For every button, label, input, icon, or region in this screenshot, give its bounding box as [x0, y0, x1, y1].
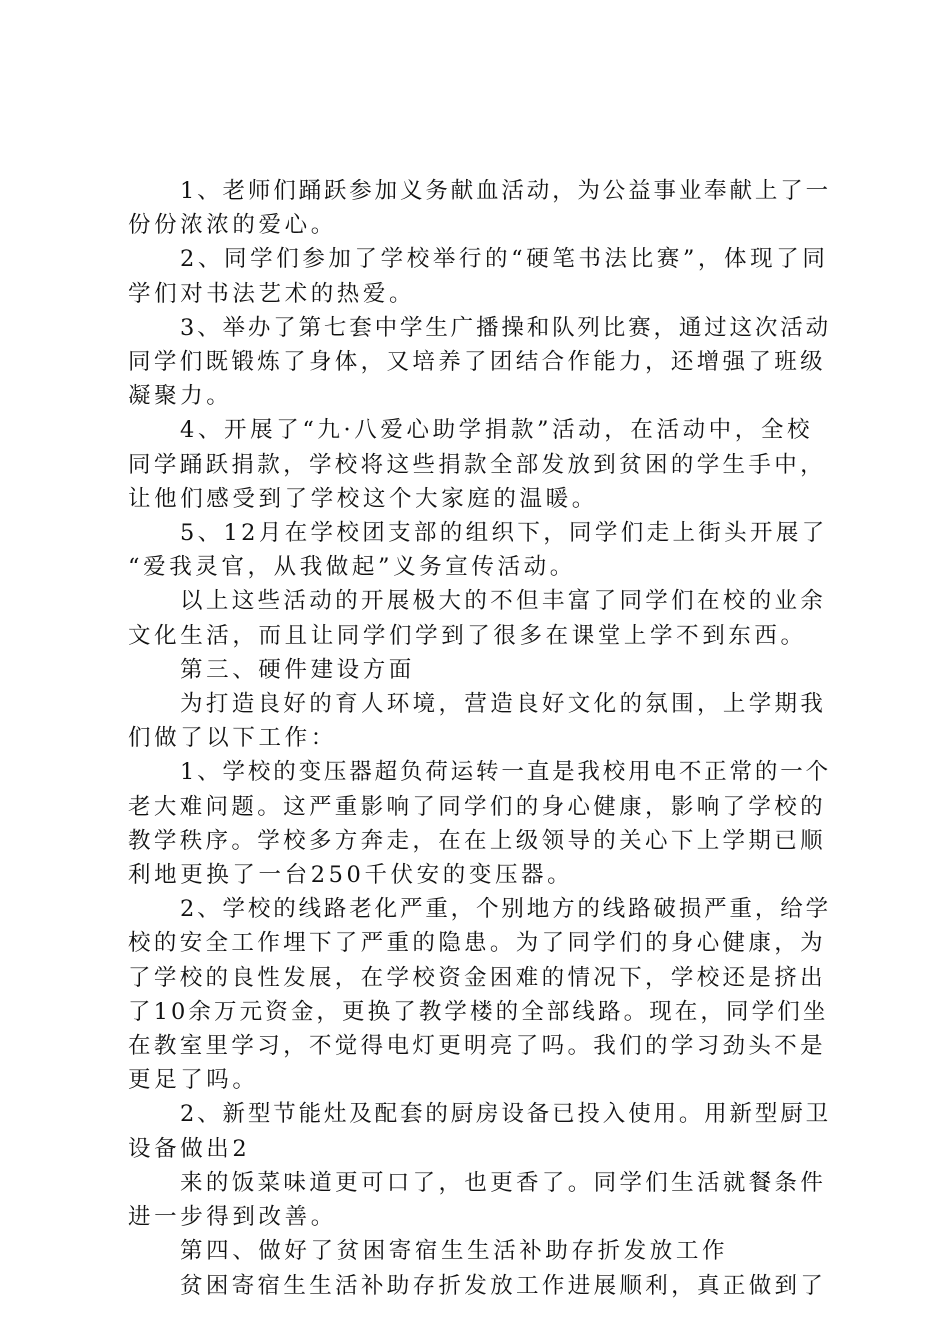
paragraph-activity-4	[128, 413, 832, 516]
paragraph-line: 1、老师们踊跃参加义务献血活动，为公益事业奉献上了一	[180, 178, 831, 204]
paragraph-line: 让他们感受到了学校这个大家庭的温暖。	[128, 485, 598, 512]
paragraph-line: 们做了以下工作：	[128, 725, 337, 752]
paragraph-hardware-3-cont	[128, 1166, 832, 1234]
paragraph-line: 为打造良好的育人环境，营造良好文化的氛围，上学期我	[180, 691, 827, 718]
paragraph-section-4-body	[128, 1269, 832, 1303]
paragraph-line: 进一步得到改善。	[128, 1204, 337, 1231]
paragraph-hardware-2	[128, 892, 832, 1097]
paragraph-line: 贫困寄宿生生活补助存折发放工作进展顺利，真正做到了	[180, 1272, 827, 1299]
paragraph-line: “爱我灵官，从我做起”义务宣传活动。	[128, 554, 576, 581]
paragraph-line: 同学们既锻炼了身体，又培养了团结合作能力，还增强了班级	[128, 349, 826, 376]
paragraph-activity-5	[128, 516, 832, 584]
paragraph-activity-2	[128, 242, 832, 310]
paragraph-activity-3	[128, 311, 832, 414]
document-body	[128, 174, 832, 1303]
paragraph-line: 校的安全工作埋下了严重的隐患。为了同学们的身心健康，为	[128, 930, 826, 957]
paragraph-section-3-heading	[128, 653, 832, 687]
paragraph-line: 2、学校的线路老化严重，个别地方的线路破损严重，给学	[180, 896, 831, 923]
paragraph-line: 份份浓浓的爱心。	[128, 212, 337, 239]
paragraph-activity-1	[128, 174, 832, 242]
paragraph-line: 学们对书法艺术的热爱。	[128, 280, 416, 307]
paragraph-line: 第三、硬件建设方面	[180, 656, 415, 683]
paragraph-line: 了10余万元资金，更换了教学楼的全部线路。现在，同学们坐	[128, 998, 829, 1025]
paragraph-line: 2、同学们参加了学校举行的“硬笔书法比赛”，体现了同	[180, 246, 829, 273]
paragraph-line: 更足了吗。	[128, 1067, 259, 1094]
paragraph-line: 同学踊跃捐款，学校将这些捐款全部发放到贫困的学生手中，	[128, 451, 826, 478]
paragraph-line: 第四、做好了贫困寄宿生生活补助存折发放工作	[180, 1238, 729, 1265]
paragraph-line: 文化生活，而且让同学们学到了很多在课堂上学不到东西。	[128, 622, 807, 649]
paragraph-hardware-1	[128, 755, 832, 892]
paragraph-line: 2、新型节能灶及配套的厨房设备已投入使用。用新型厨卫	[180, 1101, 831, 1128]
paragraph-section-3-intro	[128, 687, 832, 755]
paragraph-hardware-3	[128, 1097, 832, 1165]
paragraph-line: 3、举办了第七套中学生广播操和队列比赛，通过这次活动	[180, 314, 831, 341]
paragraph-line: 来的饭菜味道更可口了，也更香了。同学们生活就餐条件	[180, 1169, 827, 1196]
paragraph-line: 利地更换了一台250千伏安的变压器。	[128, 862, 574, 889]
paragraph-line: 以上这些活动的开展极大的不但丰富了同学们在校的业余	[180, 588, 827, 615]
paragraph-line: 老大难问题。这严重影响了同学们的身心健康，影响了学校的	[128, 793, 826, 820]
paragraph-line: 设备做出2	[128, 1135, 251, 1162]
paragraph-line: 5、12月在学校团支部的组织下，同学们走上街头开展了	[180, 520, 828, 547]
paragraph-line: 4、开展了“九·八爱心助学捐款”活动，在活动中，全校	[180, 417, 814, 444]
paragraph-line: 教学秩序。学校多方奔走，在在上级领导的关心下上学期已顺	[128, 827, 826, 854]
paragraph-line: 1、学校的变压器超负荷运转一直是我校用电不正常的一个	[180, 759, 831, 786]
paragraph-activities-summary	[128, 584, 832, 652]
paragraph-line: 在教室里学习，不觉得电灯更明亮了吗。我们的学习劲头不是	[128, 1033, 826, 1060]
paragraph-line: 了学校的良性发展，在学校资金困难的情况下，学校还是挤出	[128, 964, 826, 991]
paragraph-section-4-heading	[128, 1234, 832, 1268]
paragraph-line: 凝聚力。	[128, 383, 233, 410]
